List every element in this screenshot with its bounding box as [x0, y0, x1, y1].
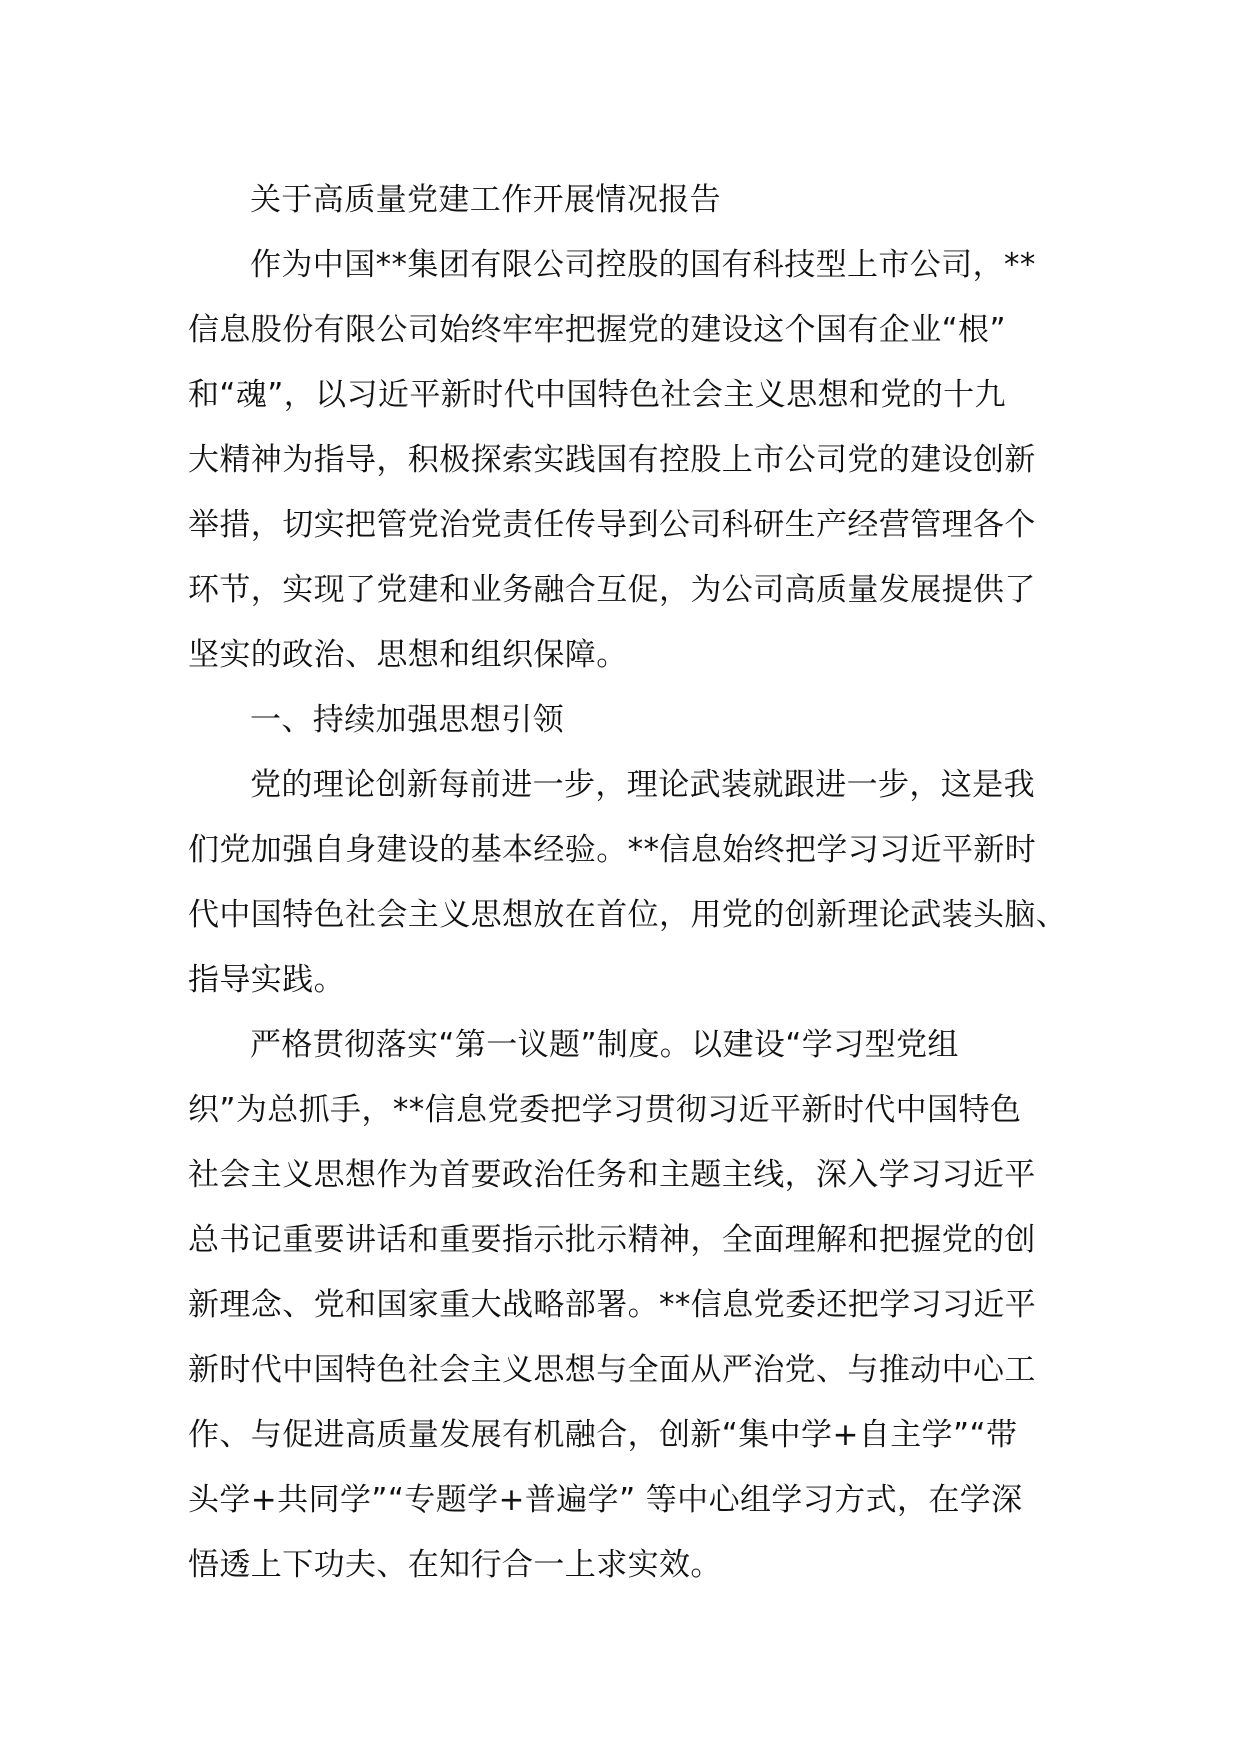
paragraph-line: 们党加强自身建设的基本经验。**信息始终把学习习近平新时 — [188, 832, 1037, 868]
paragraph-line: 一、持续加强思想引领 — [250, 702, 564, 738]
paragraph-line: 大精神为指导，积极探索实践国有控股上市公司党的建设创新 — [188, 442, 1036, 478]
paragraph — [188, 1013, 1068, 1598]
paragraph-line: 织”为总抓手，**信息党委把学习贯彻习近平新时代中国特色 — [188, 1092, 1022, 1128]
paragraph-line: 指导实践。 — [188, 962, 345, 998]
paragraph-line: 总书记重要讲话和重要指示批示精神，全面理解和把握党的创 — [188, 1222, 1036, 1258]
paragraph-line: 严格贯彻落实“第一议题”制度。以建设“学习型党组 — [250, 1027, 959, 1063]
paragraph-line: 代中国特色社会主义思想放在首位，用党的创新理论武装头脑、 — [188, 897, 1068, 933]
document-body — [188, 168, 1068, 1598]
document-title: 关于高质量党建工作开展情况报告 — [250, 182, 721, 218]
paragraph-line: 坚实的政治、思想和组织保障。 — [188, 637, 628, 673]
paragraph-line: 举措，切实把管党治党责任传导到公司科研生产经营管理各个 — [188, 507, 1036, 543]
paragraph-line: 悟透上下功夫、在知行合一上求实效。 — [188, 1547, 722, 1583]
paragraph — [188, 233, 1068, 688]
paragraph-line: 环节，实现了党建和业务融合互促，为公司高质量发展提供了 — [188, 572, 1036, 608]
paragraph-line: 新时代中国特色社会主义思想与全面从严治党、与推动中心工 — [188, 1352, 1036, 1388]
paragraph-line: 和“魂”，以习近平新时代中国特色社会主义思想和党的十九 — [188, 377, 1006, 413]
paragraph-list — [188, 233, 1068, 1598]
paragraph — [188, 753, 1068, 1013]
paragraph-line: 社会主义思想作为首要政治任务和主题主线，深入学习习近平 — [188, 1157, 1036, 1193]
paragraph-line: 党的理论创新每前进一步，理论武装就跟进一步，这是我 — [250, 767, 1035, 803]
paragraph-line: 作、与促进高质量发展有机融合，创新“集中学+自主学”“带 — [188, 1417, 1018, 1453]
paragraph-line: 新理念、党和国家重大战略部署。**信息党委还把学习习近平 — [188, 1287, 1037, 1323]
paragraph-line: 信息股份有限公司始终牢牢把握党的建设这个国有企业“根” — [188, 312, 1006, 348]
paragraph-line: 头学+共同学”“专题学+普遍学” 等中心组学习方式，在学深 — [188, 1482, 1023, 1518]
paragraph — [188, 688, 1068, 753]
paragraph-line: 作为中国**集团有限公司控股的国有科技型上市公司，** — [250, 247, 1036, 283]
